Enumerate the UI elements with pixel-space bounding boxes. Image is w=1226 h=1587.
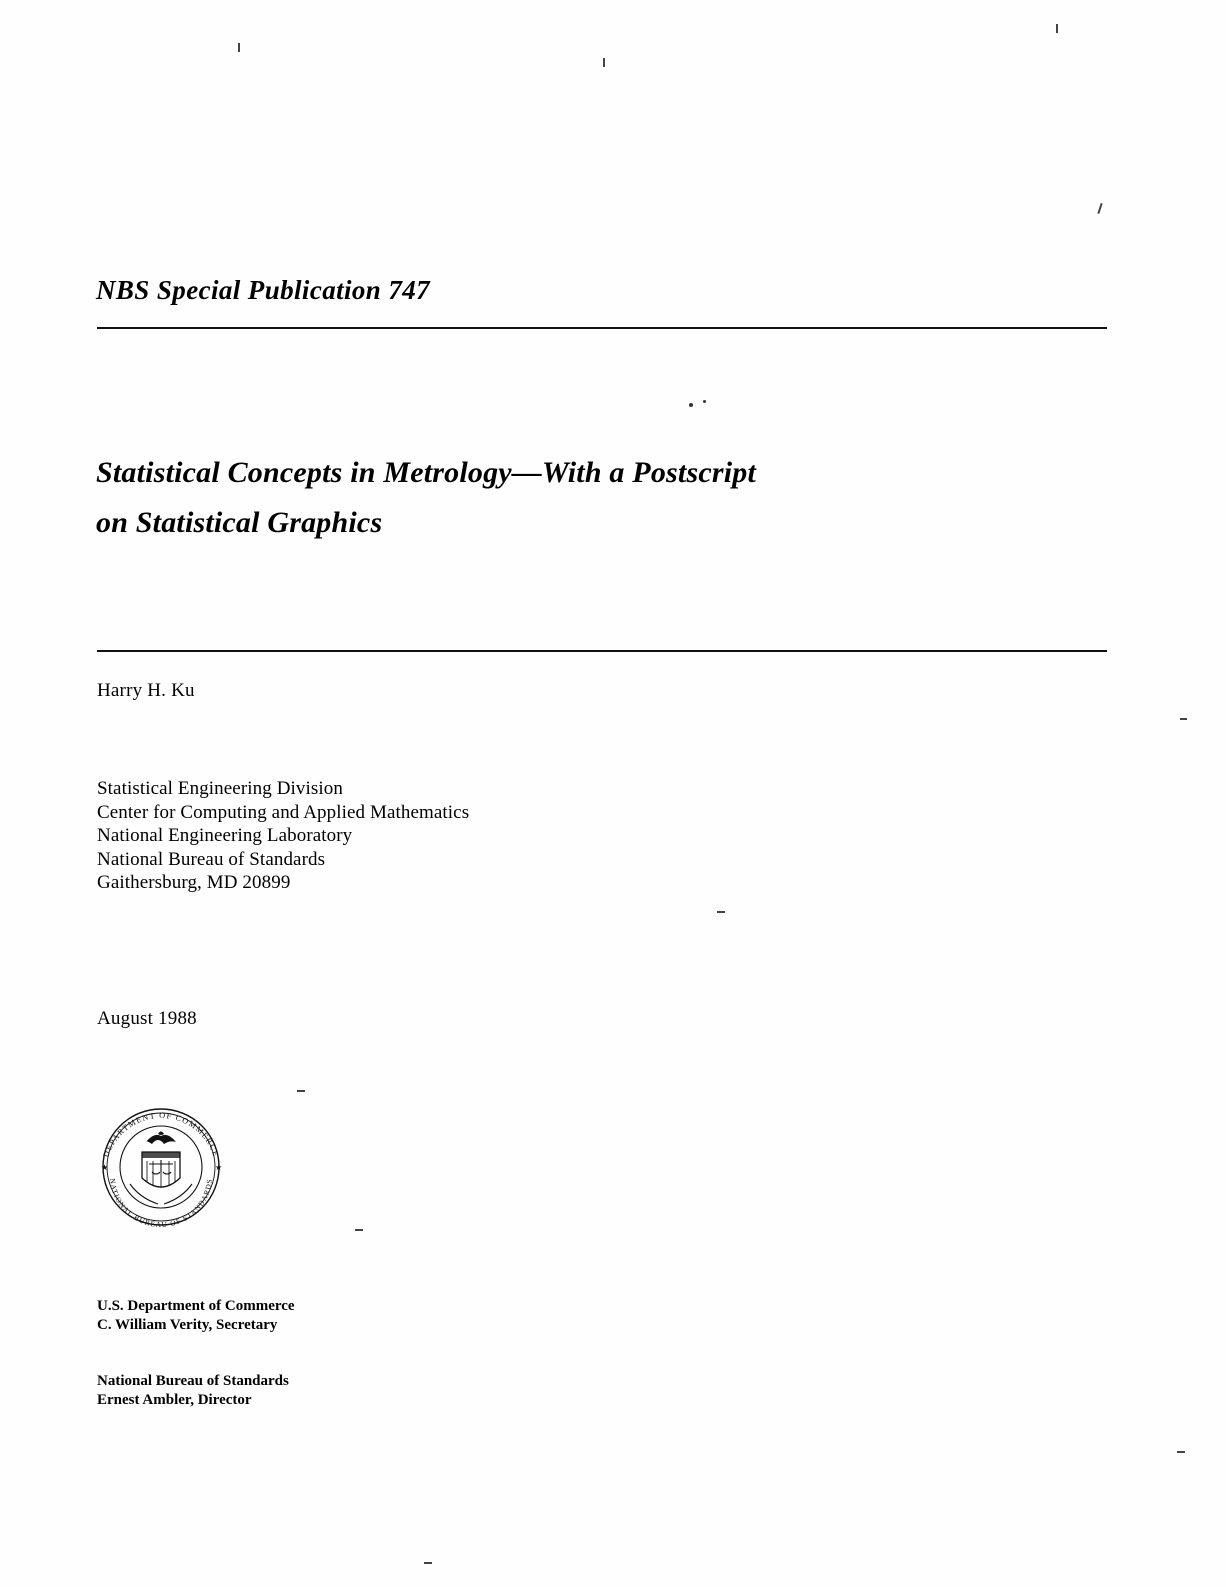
footer-secretary: C. William Verity, Secretary: [97, 1317, 278, 1333]
scan-speck: [689, 403, 693, 407]
scan-mark: [355, 1229, 363, 1231]
scan-mark: [238, 43, 240, 52]
page-title: [96, 448, 996, 548]
affiliation-line: Gaithersburg, MD 20899: [97, 872, 291, 893]
scan-mark: [603, 58, 605, 67]
publication-series-label: NBS Special Publication 747: [96, 275, 431, 305]
page-title-line-1: Statistical Concepts in Metrology—With a Postscript: [96, 456, 756, 489]
footer-bureau: National Bureau of Standards: [97, 1373, 289, 1389]
affiliation-line: National Bureau of Standards: [97, 848, 326, 870]
scan-mark: [1056, 24, 1058, 33]
scan-mark: [1177, 1451, 1185, 1453]
svg-text:★: ★: [101, 1163, 109, 1172]
author-name: Harry H. Ku: [97, 680, 195, 701]
svg-text:DEPARTMENT OF COMMERCE: DEPARTMENT OF COMMERCE: [101, 1110, 221, 1159]
affiliation-line: National Engineering Laboratory: [97, 825, 353, 846]
scan-speck: [703, 400, 706, 403]
scan-mark: [297, 1090, 305, 1092]
scan-mark: [424, 1562, 432, 1564]
footer-department: U.S. Department of Commerce: [97, 1298, 295, 1314]
page-title-line-2: on Statistical Graphics: [96, 506, 383, 539]
svg-text:★: ★: [215, 1163, 223, 1172]
nbs-seal-icon: [86, 1098, 236, 1236]
header-rule: [97, 327, 1107, 329]
scan-mark: [1180, 718, 1187, 720]
affiliation-block: [97, 777, 469, 895]
affiliation-line: Center for Computing and Applied Mathematics: [97, 801, 470, 823]
footer-director: Ernest Ambler, Director: [97, 1392, 252, 1408]
scan-mark: [1097, 203, 1102, 214]
publication-date: August 1988: [97, 1008, 197, 1029]
affiliation-line: Statistical Engineering Division: [97, 778, 343, 799]
agency-footer: [97, 1297, 295, 1410]
title-rule: [97, 650, 1107, 652]
scan-mark: [717, 911, 725, 913]
svg-text:NATIONAL BUREAU OF STANDARDS: NATIONAL BUREAU OF STANDARDS: [107, 1177, 214, 1230]
